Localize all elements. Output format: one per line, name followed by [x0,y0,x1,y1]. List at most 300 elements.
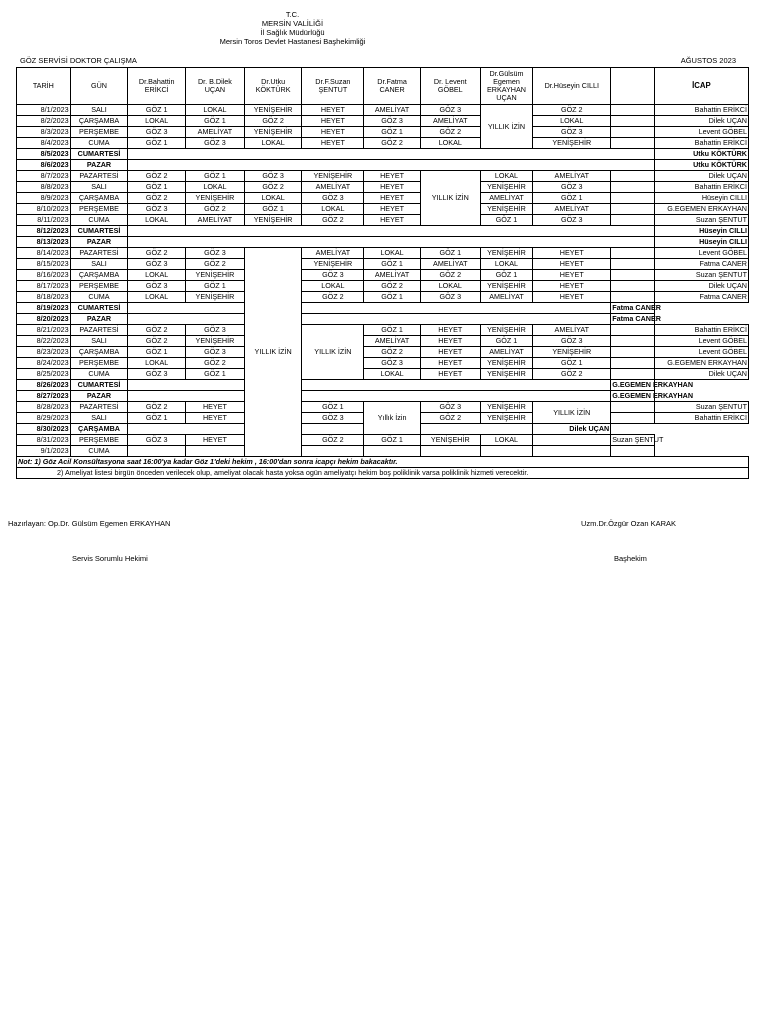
date-cell: 8/5/2023 [17,149,71,160]
assignment-cell: GÖZ 2 [128,325,186,336]
assignment-cell: GÖZ 3 [302,270,364,281]
day-cell: PERŞEMBE [70,127,128,138]
assignment-cell: HEYET [186,413,245,424]
assignment-cell: GÖZ 1 [186,281,245,292]
assignment-cell: GÖZ 2 [128,336,186,347]
table-row [17,105,749,116]
weekend-row [17,391,749,402]
assignment-cell: HEYET [364,193,421,204]
empty-cell [128,303,611,314]
empty-cell [128,160,654,171]
assignment-cell: GÖZ 1 [186,171,245,182]
assignment-cell: LOKAL [244,193,302,204]
column-header: GÜN [70,68,128,105]
on-call-cell: Dilek UÇAN [654,171,748,182]
column-header: Dr.F.Suzan ŞENTUT [302,68,364,105]
date-cell: 8/29/2023 [17,413,71,424]
date-cell: 8/8/2023 [17,182,71,193]
assignment-cell: GÖZ 1 [128,138,186,149]
day-cell: PAZARTESİ [70,248,128,259]
date-cell: 8/3/2023 [17,127,71,138]
annual-leave-cell: YILLIK İZİN [420,171,480,226]
assignment-cell: GÖZ 1 [128,182,186,193]
table-row [17,402,749,413]
assignment-cell: GÖZ 2 [420,270,480,281]
assignment-cell [611,270,655,281]
on-call-cell: Dilek UÇAN [533,424,611,435]
assignment-cell: AMELİYAT [302,182,364,193]
assignment-cell: GÖZ 1 [244,204,302,215]
assignment-cell [611,325,655,336]
column-header: Dr. B.Dilek UÇAN [186,68,245,105]
date-cell: 8/7/2023 [17,171,71,182]
day-cell: CUMARTESİ [70,226,128,237]
on-call-cell: Hüseyin CILLI [654,193,748,204]
on-call-cell: Dilek UÇAN [654,369,748,380]
assignment-cell [611,336,655,347]
assignment-cell [128,446,186,457]
signature-left-label: Servis Sorumlu Hekimi [72,554,148,563]
day-cell: ÇARŞAMBA [70,270,128,281]
weekend-row [17,380,749,391]
day-cell: SALI [70,259,128,270]
date-cell: 8/17/2023 [17,281,71,292]
assignment-cell: GÖZ 3 [186,347,245,358]
assignment-cell [611,116,655,127]
table-row [17,116,749,127]
assignment-cell: HEYET [533,259,611,270]
assignment-cell: YENİŞEHİR [244,105,302,116]
assignment-cell: HEYET [420,336,480,347]
on-call-cell: Bahattin ERİKCİ [654,182,748,193]
day-cell: PAZARTESİ [70,171,128,182]
assignment-cell [611,171,655,182]
day-cell: PAZARTESİ [70,402,128,413]
day-cell: CUMARTESİ [70,303,128,314]
assignment-cell [611,413,655,424]
schedule-month: AĞUSTOS 2023 [680,56,736,65]
assignment-cell: LOKAL [302,281,364,292]
weekend-row [17,237,749,248]
assignment-cell: YENİŞEHİR [244,215,302,226]
date-cell: 8/23/2023 [17,347,71,358]
table-row [17,138,749,149]
date-cell: 8/19/2023 [17,303,71,314]
assignment-cell: GÖZ 2 [128,248,186,259]
assignment-cell: AMELİYAT [480,292,533,303]
assignment-cell [611,369,655,380]
day-cell: ÇARŞAMBA [70,347,128,358]
assignment-cell: GÖZ 2 [128,193,186,204]
assignment-cell: GÖZ 3 [128,435,186,446]
assignment-cell: AMELİYAT [186,127,245,138]
day-cell: ÇARŞAMBA [70,116,128,127]
note-1: Not: 1) Göz Acil Konsültasyona saat 16:00'ya kadar Göz 1'deki hekim , 16:00'dan sonra icapçı hekim bakacaktır. [17,457,749,468]
date-cell: 8/10/2023 [17,204,71,215]
table-row [17,215,749,226]
assignment-cell: HEYET [186,435,245,446]
on-call-cell: G.EGEMEN ERKAYHAN [612,380,694,389]
date-cell: 8/1/2023 [17,105,71,116]
assignment-cell: GÖZ 3 [533,182,611,193]
assignment-cell: GÖZ 2 [128,402,186,413]
assignment-cell: HEYET [533,281,611,292]
weekend-row [17,424,749,435]
assignment-cell: YENİŞEHİR [186,270,245,281]
day-cell: CUMA [70,138,128,149]
table-row [17,193,749,204]
assignment-cell: GÖZ 2 [364,281,421,292]
assignment-cell: GÖZ 2 [186,204,245,215]
day-cell: PAZAR [70,160,128,171]
table-row [17,347,749,358]
assignment-cell: HEYET [364,204,421,215]
on-call-cell: Utku KÖKTÜRK [654,160,748,171]
column-header: Dr.Hüseyin CILLI [533,68,611,105]
day-cell: SALI [70,413,128,424]
assignment-cell: YENİŞEHİR [302,259,364,270]
day-cell: CUMA [70,369,128,380]
assignment-cell: LOKAL [128,358,186,369]
on-call-cell: Dilek UÇAN [654,281,748,292]
assignment-cell: HEYET [302,116,364,127]
assignment-cell [302,446,364,457]
column-header: Dr.Fatma CANER [364,68,421,105]
assignment-cell: GÖZ 2 [533,105,611,116]
assignment-cell: GÖZ 2 [244,116,302,127]
weekend-row [17,303,749,314]
on-call-cell: Utku KÖKTÜRK [654,149,748,160]
weekend-row [17,314,749,325]
assignment-cell: GÖZ 1 [480,215,533,226]
empty-cell [128,391,611,402]
table-row [17,127,749,138]
assignment-cell: GÖZ 3 [244,171,302,182]
assignment-cell [611,193,655,204]
empty-cell [128,380,611,391]
assignment-cell: HEYET [186,402,245,413]
assignment-cell: YENİŞEHİR [533,138,611,149]
weekend-row [17,226,749,237]
assignment-cell: YENİŞEHİR [480,369,533,380]
on-call-cell: Hüseyin CILLI [654,237,748,248]
document-header [0,10,585,46]
assignment-cell: HEYET [364,215,421,226]
assignment-cell: HEYET [364,171,421,182]
assignment-cell [611,138,655,149]
assignment-cell: YENİŞEHİR [480,182,533,193]
day-cell: PAZARTESİ [70,325,128,336]
day-cell: PAZAR [70,237,128,248]
date-cell: 8/12/2023 [17,226,71,237]
assignment-cell: HEYET [420,369,480,380]
assignment-cell: GÖZ 2 [128,171,186,182]
day-cell: ÇARŞAMBA [70,193,128,204]
assignment-cell: LOKAL [244,138,302,149]
assignment-cell [611,105,655,116]
header-line-3: İl Sağlık Müdürlüğü [260,28,325,37]
assignment-cell: LOKAL [186,105,245,116]
assignment-cell: GÖZ 3 [128,281,186,292]
assignment-cell: YENİŞEHİR [480,204,533,215]
assignment-cell: GÖZ 3 [420,292,480,303]
assignment-cell: LOKAL [128,270,186,281]
date-cell: 8/14/2023 [17,248,71,259]
date-cell: 8/16/2023 [17,270,71,281]
day-cell: PERŞEMBE [70,358,128,369]
table-row [17,171,749,182]
day-cell: CUMA [70,215,128,226]
assignment-cell: AMELİYAT [364,270,421,281]
day-cell: SALI [70,182,128,193]
assignment-cell: GÖZ 3 [533,215,611,226]
note-row [17,457,749,468]
assignment-cell: AMELİYAT [420,116,480,127]
on-call-cell: G.EGEMEN ERKAYHAN [654,204,748,215]
assignment-cell: HEYET [533,248,611,259]
assignment-cell: GÖZ 1 [420,248,480,259]
assignment-cell: GÖZ 2 [302,435,364,446]
assignment-cell: HEYET [420,358,480,369]
assignment-cell [611,347,655,358]
assignment-cell [611,402,655,413]
assignment-cell [611,182,655,193]
column-header: İCAP [654,68,748,105]
date-cell: 8/18/2023 [17,292,71,303]
assignment-cell [533,435,611,446]
date-cell: 8/15/2023 [17,259,71,270]
column-header: TARİH [17,68,71,105]
assignment-cell: GÖZ 1 [364,325,421,336]
assignment-cell: GÖZ 1 [128,105,186,116]
assignment-cell: GÖZ 1 [364,292,421,303]
on-call-cell: Bahattin ERİKCİ [654,105,748,116]
assignment-cell: GÖZ 1 [186,369,245,380]
day-cell: SALI [70,336,128,347]
assignment-cell [611,292,655,303]
assignment-cell: LOKAL [128,215,186,226]
day-cell: CUMA [70,446,128,457]
column-header: Dr. Levent GÖBEL [420,68,480,105]
weekend-row [17,160,749,171]
empty-cell [128,226,654,237]
assignment-cell: GÖZ 2 [533,369,611,380]
assignment-cell: HEYET [533,292,611,303]
assignment-cell: LOKAL [480,259,533,270]
annual-leave-cell: YILLIK İZİN [302,325,364,380]
day-cell: PERŞEMBE [70,204,128,215]
assignment-cell: GÖZ 3 [364,116,421,127]
on-call-cell: Dilek UÇAN [654,116,748,127]
assignment-cell: GÖZ 3 [128,127,186,138]
assignment-cell: HEYET [364,182,421,193]
annual-leave-cell: YILLIK İZİN [244,248,302,457]
date-cell: 8/21/2023 [17,325,71,336]
on-call-cell: Bahattin ERİKCİ [654,413,748,424]
assignment-cell: GÖZ 2 [364,347,421,358]
assignment-cell: GÖZ 1 [128,347,186,358]
assignment-cell: YENİŞEHİR [186,193,245,204]
assignment-cell: GÖZ 2 [364,138,421,149]
schedule-table [16,67,749,479]
assignment-cell: AMELİYAT [420,259,480,270]
assignment-cell: HEYET [533,270,611,281]
date-cell: 8/2/2023 [17,116,71,127]
date-cell: 8/9/2023 [17,193,71,204]
on-call-cell: Levent GÖBEL [654,127,748,138]
assignment-cell: AMELİYAT [186,215,245,226]
assignment-cell [186,446,245,457]
date-cell: 8/4/2023 [17,138,71,149]
weekend-row [17,149,749,160]
empty-cell [128,314,611,325]
header-line-2: MERSİN VALİLİĞİ [261,19,324,28]
assignment-cell: LOKAL [420,281,480,292]
table-row [17,248,749,259]
table-row [17,292,749,303]
assignment-cell: HEYET [302,105,364,116]
assignment-cell: GÖZ 3 [533,336,611,347]
date-cell: 8/28/2023 [17,402,71,413]
assignment-cell: GÖZ 3 [420,105,480,116]
table-row [17,204,749,215]
annual-leave-cell: YILLIK İZİN [533,402,611,424]
empty-cell [128,424,533,435]
date-cell: 8/24/2023 [17,358,71,369]
assignment-cell: GÖZ 2 [302,292,364,303]
column-header: Dr.Bahattin ERİKCİ [128,68,186,105]
assignment-cell: YENİŞEHİR [480,281,533,292]
table-row [17,446,749,457]
assignment-cell: GÖZ 2 [420,413,480,424]
assignment-cell: HEYET [420,325,480,336]
assignment-cell: LOKAL [186,182,245,193]
on-call-cell: Suzan ŞENTUT [654,270,748,281]
date-cell: 8/27/2023 [17,391,71,402]
assignment-cell: GÖZ 1 [186,116,245,127]
assignment-cell: YENİŞEHİR [186,336,245,347]
prepared-by: Hazırlayan: Op.Dr. Gülsüm Egemen ERKAYHAN [8,519,171,528]
assignment-cell: HEYET [302,127,364,138]
date-cell: 8/26/2023 [17,380,71,391]
assignment-cell: LOKAL [533,116,611,127]
on-call-cell: Fatma CANER [612,314,661,323]
day-cell: SALI [70,105,128,116]
table-row [17,369,749,380]
assignment-cell [611,127,655,138]
assignment-cell: YENİŞEHİR [420,435,480,446]
assignment-cell [611,204,655,215]
assignment-cell: GÖZ 1 [364,435,421,446]
table-row [17,182,749,193]
assignment-cell: YENİŞEHİR [480,402,533,413]
note-2: 2) Ameliyat listesi birgün önceden verilecek olup, ameliyat olacak hasta yoksa ogün ameliyatçı hekim boş poliklinik varsa poliklinik hizmeti verecektir. [17,468,749,479]
annual-leave-cell: YILLIK İZİN [480,105,533,149]
assignment-cell: GÖZ 2 [186,358,245,369]
empty-cell [128,237,654,248]
day-cell: PAZAR [70,314,128,325]
assignment-cell [611,248,655,259]
assignment-cell: YENİŞEHİR [480,358,533,369]
date-cell: 8/13/2023 [17,237,71,248]
table-row [17,259,749,270]
on-call-cell: G.EGEMEN ERKAYHAN [654,358,748,369]
assignment-cell: GÖZ 3 [128,259,186,270]
assignment-cell: YENİŞEHİR [533,347,611,358]
date-cell: 8/20/2023 [17,314,71,325]
assignment-cell: GÖZ 3 [128,204,186,215]
assignment-cell: YENİŞEHİR [186,292,245,303]
assignment-cell: LOKAL [364,369,421,380]
assignment-cell: LOKAL [480,171,533,182]
assignment-cell: GÖZ 3 [302,413,364,424]
assignment-cell [533,446,611,457]
assignment-cell [611,259,655,270]
table-head [17,68,749,105]
annual-leave-cell: Yıllık İzin [364,402,421,435]
signature-right-label: Başhekim [614,554,647,563]
table-row [17,435,749,446]
assignment-cell: YENİŞEHİR [480,248,533,259]
day-cell: CUMARTESİ [70,380,128,391]
table-row [17,270,749,281]
date-cell: 8/30/2023 [17,424,71,435]
table-row [17,325,749,336]
assignment-cell: GÖZ 3 [420,402,480,413]
assignment-cell: LOKAL [302,204,364,215]
table-row [17,358,749,369]
assignment-cell [611,281,655,292]
note-row [17,468,749,479]
column-header: Dr.Utku KÖKTÜRK [244,68,302,105]
assignment-cell: GÖZ 2 [244,182,302,193]
assignment-cell: YENİŞEHİR [480,325,533,336]
on-call-cell: Levent GÖBEL [654,347,748,358]
on-call-cell: Hüseyin CILLI [654,226,748,237]
assignment-cell: YENİŞEHİR [480,413,533,424]
assignment-cell: GÖZ 3 [186,248,245,259]
date-cell: 8/11/2023 [17,215,71,226]
on-call-cell: Levent GÖBEL [654,248,748,259]
on-call-cell: Suzan ŞENTUT [654,402,748,413]
assignment-cell: GÖZ 1 [480,336,533,347]
assignment-cell [611,215,655,226]
assignment-cell: GÖZ 3 [128,369,186,380]
assignment-cell: AMELİYAT [302,248,364,259]
assignment-cell: GÖZ 2 [302,215,364,226]
date-cell: 8/6/2023 [17,160,71,171]
assignment-cell: AMELİYAT [480,193,533,204]
date-cell: 9/1/2023 [17,446,71,457]
assignment-cell: GÖZ 3 [364,358,421,369]
assignment-cell: AMELİYAT [533,325,611,336]
approved-by: Uzm.Dr.Özgür Ozan KARAK [581,519,677,528]
assignment-cell: AMELİYAT [364,105,421,116]
assignment-cell: HEYET [420,347,480,358]
assignment-cell: GÖZ 1 [128,413,186,424]
column-header [611,68,655,105]
assignment-cell: AMELİYAT [533,204,611,215]
day-cell: PERŞEMBE [70,281,128,292]
on-call-cell: Fatma CANER [612,303,661,312]
empty-cell [128,149,654,160]
on-call-cell: G.EGEMEN ERKAYHAN [612,391,694,400]
assignment-cell: AMELİYAT [480,347,533,358]
table-row [17,281,749,292]
assignment-cell: AMELİYAT [364,336,421,347]
assignment-cell [611,358,655,369]
assignment-cell: LOKAL [364,248,421,259]
